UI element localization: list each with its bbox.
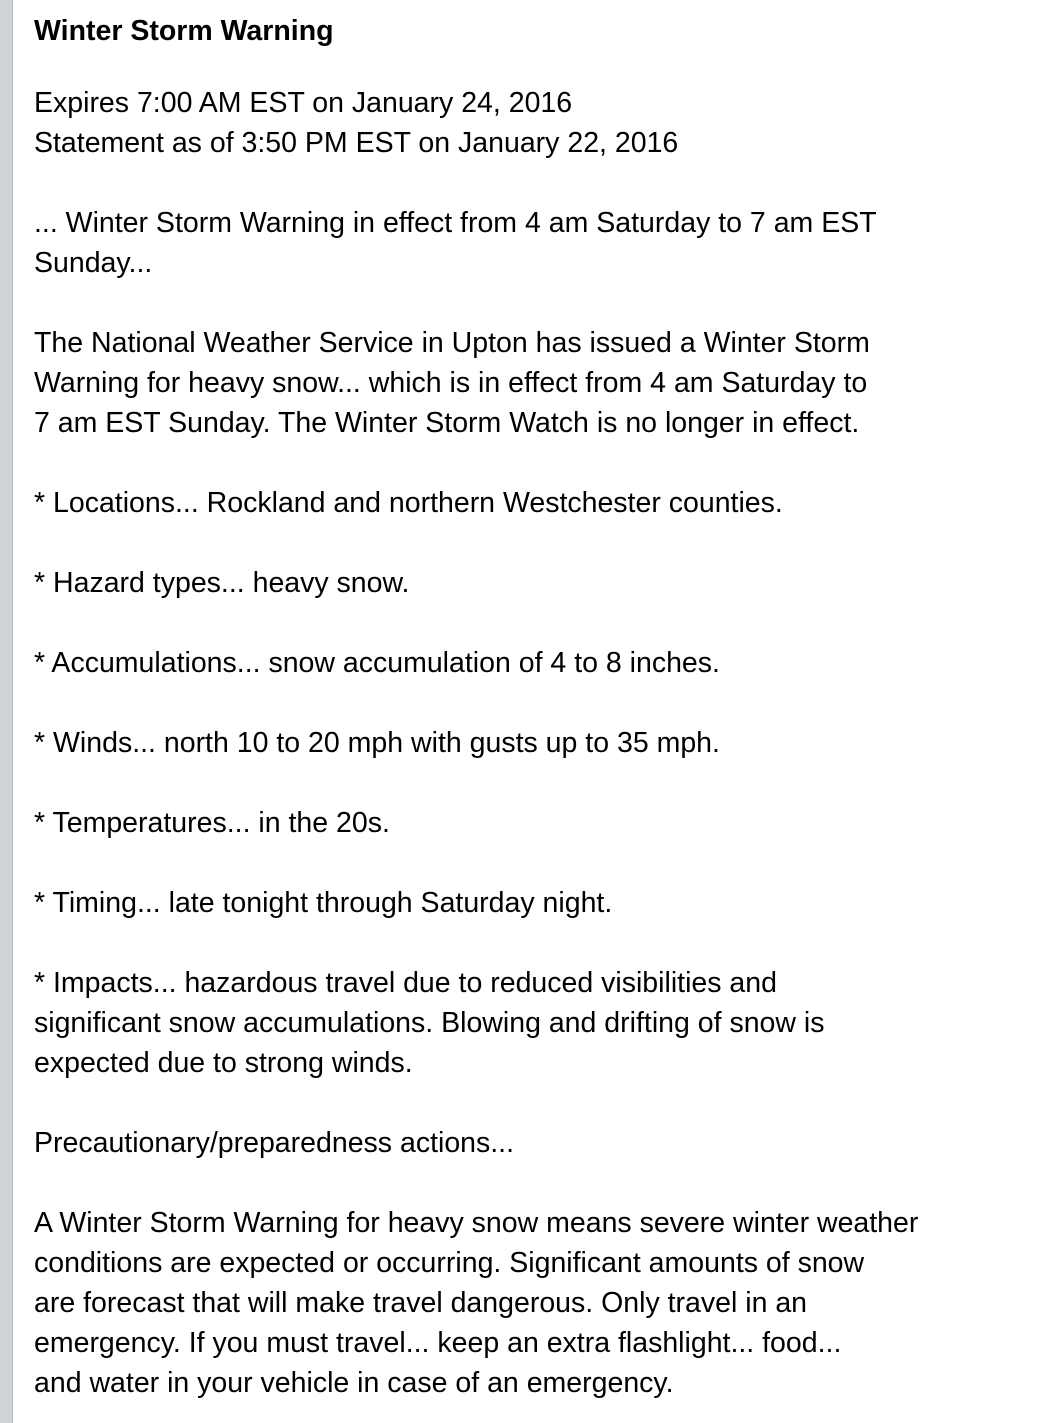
spacer bbox=[34, 603, 1034, 643]
spacer bbox=[34, 843, 1034, 883]
precaution-heading: Precautionary/preparedness actions... bbox=[34, 1127, 515, 1159]
intro-line: The National Weather Service in Upton has issued a Winter Storm bbox=[34, 327, 870, 359]
precaution-line: A Winter Storm Warning for heavy snow means severe winter weather bbox=[34, 1207, 919, 1239]
timing-item: * Timing... late tonight through Saturday night. bbox=[34, 887, 613, 919]
temperatures-item: * Temperatures... in the 20s. bbox=[34, 807, 390, 839]
spacer bbox=[34, 443, 1034, 483]
statement-line: Statement as of 3:50 PM EST on January 22, 2016 bbox=[34, 127, 679, 159]
intro-line: 7 am EST Sunday. The Winter Storm Watch is no longer in effect. bbox=[34, 407, 860, 439]
spacer bbox=[34, 1083, 1034, 1123]
precaution-line: conditions are expected or occurring. Significant amounts of snow bbox=[34, 1247, 865, 1279]
spacer bbox=[34, 523, 1034, 563]
left-edge-bar bbox=[0, 0, 13, 1423]
impacts-line: * Impacts... hazardous travel due to reduced visibilities and bbox=[34, 967, 777, 999]
hazard-types-item: * Hazard types... heavy snow. bbox=[34, 567, 410, 599]
precaution-line: and water in your vehicle in case of an emergency. bbox=[34, 1367, 674, 1399]
impacts-line: expected due to strong winds. bbox=[34, 1047, 413, 1079]
spacer bbox=[34, 683, 1034, 723]
spacer bbox=[34, 1163, 1034, 1203]
locations-item: * Locations... Rockland and northern Westchester counties. bbox=[34, 487, 783, 519]
warning-title: Winter Storm Warning bbox=[34, 15, 334, 47]
accumulations-item: * Accumulations... snow accumulation of 4 to 8 inches. bbox=[34, 647, 720, 679]
winds-item: * Winds... north 10 to 20 mph with gusts up to 35 mph. bbox=[34, 727, 720, 759]
headline-line: ... Winter Storm Warning in effect from 4 am Saturday to 7 am EST bbox=[34, 207, 877, 239]
spacer bbox=[34, 283, 1034, 323]
spacer bbox=[34, 163, 1034, 203]
precaution-line: are forecast that will make travel dangerous. Only travel in an bbox=[34, 1287, 808, 1319]
intro-line: Warning for heavy snow... which is in effect from 4 am Saturday to bbox=[34, 367, 868, 399]
impacts-line: significant snow accumulations. Blowing and drifting of snow is bbox=[34, 1007, 825, 1039]
headline-line: Sunday... bbox=[34, 247, 153, 279]
precaution-line: emergency. If you must travel... keep an extra flashlight... food... bbox=[34, 1327, 842, 1359]
spacer bbox=[34, 763, 1034, 803]
spacer bbox=[34, 923, 1034, 963]
expires-line: Expires 7:00 AM EST on January 24, 2016 bbox=[34, 87, 573, 119]
spacer bbox=[34, 51, 1034, 83]
warning-text-body[interactable] bbox=[34, 11, 1034, 1403]
